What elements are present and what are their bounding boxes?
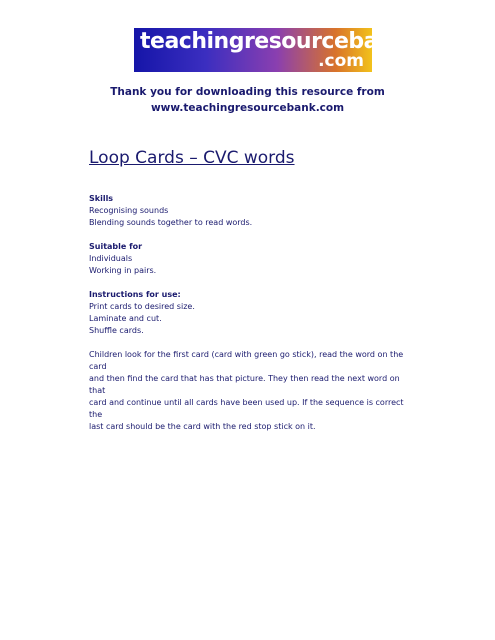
website-url: www.teachingresourcebank.com (150, 102, 345, 114)
instructions-paragraph-line: Children look for the first card (card with green go stick), read the word on the card (89, 350, 404, 371)
document-body (89, 193, 411, 433)
suitable-line: Individuals (89, 254, 133, 263)
site-logo (134, 28, 408, 72)
instructions-heading: Instructions for use: (89, 290, 181, 299)
suitable-line: Working in pairs. (89, 266, 157, 275)
suitable-heading: Suitable for (89, 242, 143, 251)
instructions-line: Laminate and cut. (89, 314, 162, 323)
logo-domain: .com (318, 51, 364, 71)
instructions-line: Shuffle cards. (89, 326, 144, 335)
instructions-line: Print cards to desired size. (89, 302, 195, 311)
skills-line: Recognising sounds (89, 206, 169, 215)
page-title: Loop Cards – CVC words (89, 148, 295, 168)
instructions-paragraph-line: and then find the card that has that picture. They then read the next word on that (89, 374, 400, 395)
skills-heading: Skills (89, 194, 114, 203)
skills-line: Blending sounds together to read words. (89, 218, 253, 227)
thanks-line: Thank you for downloading this resource from (110, 86, 385, 98)
logo-text: teachingresourcebank (140, 29, 408, 54)
instructions-paragraph-line: last card should be the card with the red stop stick on it. (89, 422, 316, 431)
instructions-paragraph-line: card and continue until all cards have been used up. If the sequence is correct the (89, 398, 404, 419)
